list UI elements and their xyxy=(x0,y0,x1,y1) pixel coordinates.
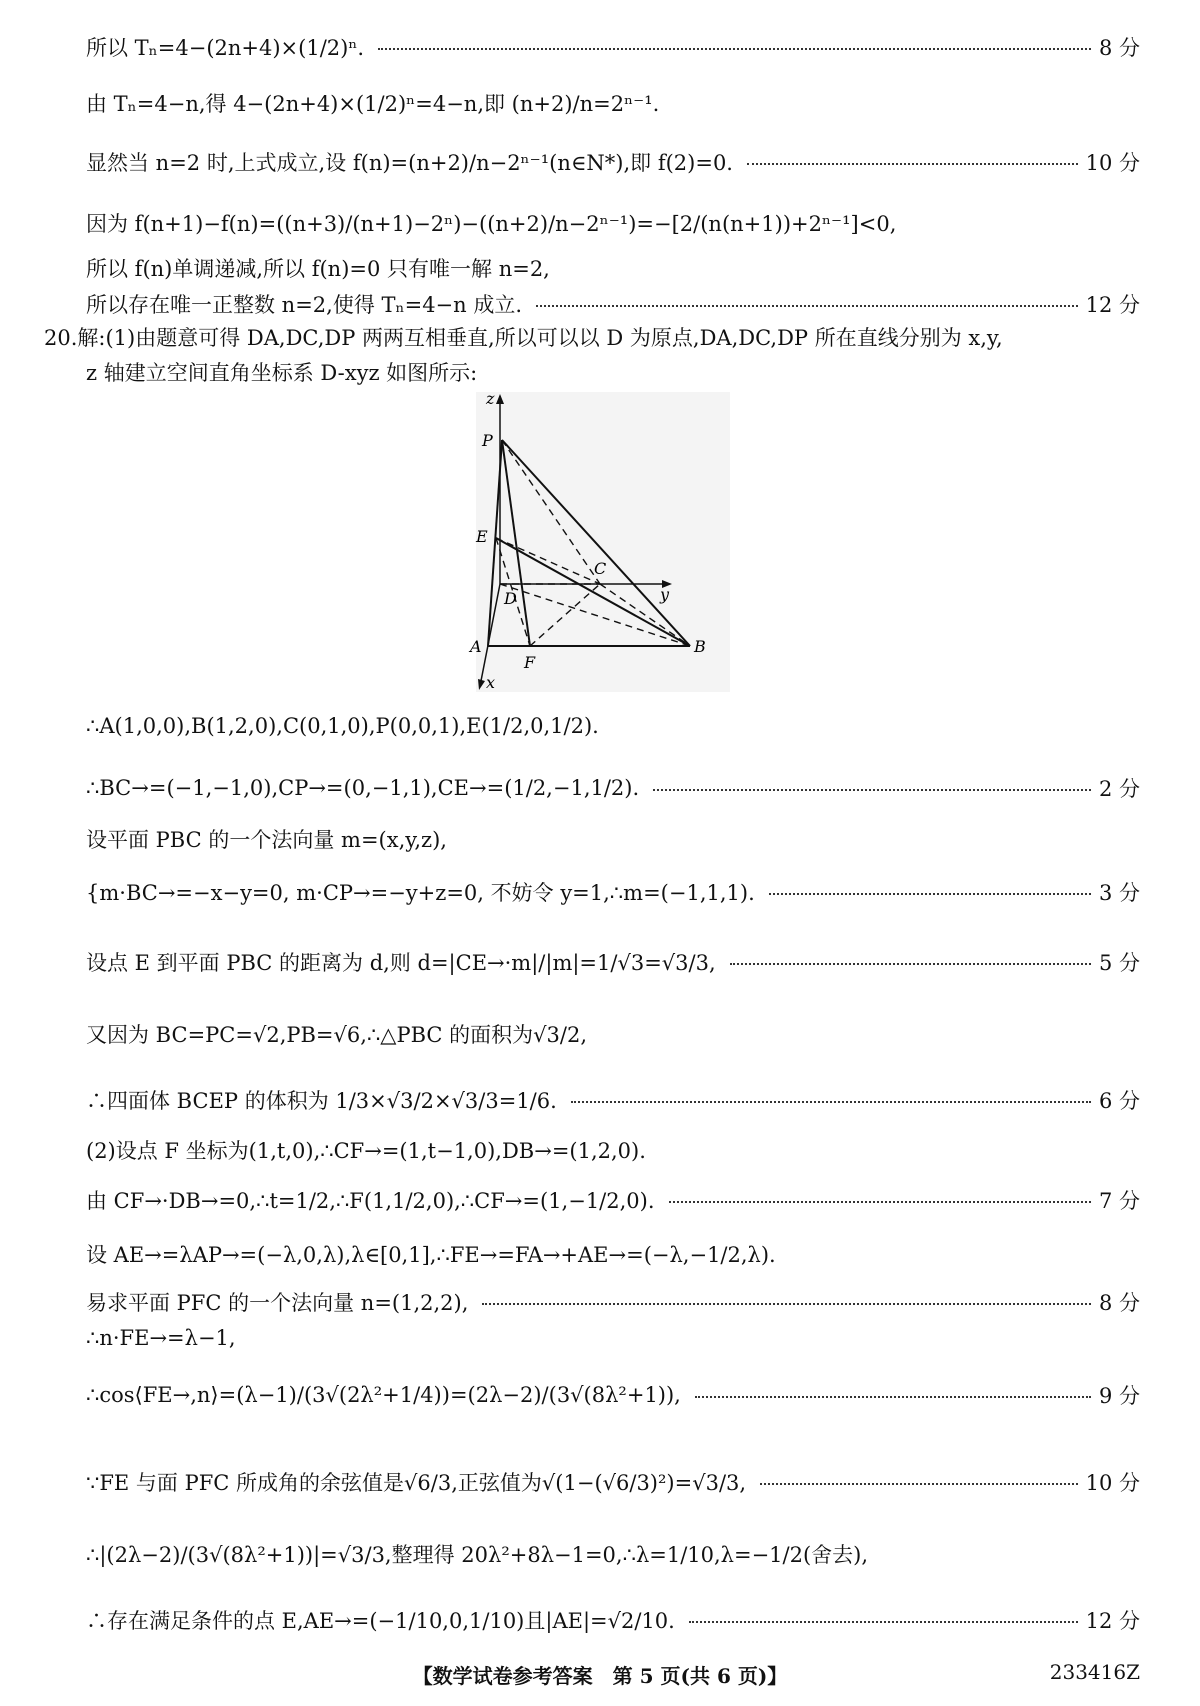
tetrahedron-figure xyxy=(468,392,730,692)
dot-leader xyxy=(378,48,1091,50)
score-label: 5 分 xyxy=(1098,951,1140,975)
answer-line: 设点 E 到平面 PBC 的距离为 d,则 d=|CE→·m|/|m|=1/√3=√3/3, 5 分 xyxy=(86,942,1140,982)
answer-line: 设平面 PBC 的一个法向量 m=(x,y,z), xyxy=(86,828,447,852)
score-label: 2 分 xyxy=(1098,777,1140,801)
label-p: P xyxy=(482,431,493,450)
score-label: 10 分 xyxy=(1085,1471,1140,1495)
score-label: 12 分 xyxy=(1085,1609,1140,1633)
score-label: 8 分 xyxy=(1098,36,1140,60)
answer-line: 所以存在唯一正整数 n=2,使得 Tₙ=4−n 成立. 12 分 xyxy=(86,284,1140,324)
label-f: F xyxy=(524,653,536,672)
answer-line: ∴A(1,0,0),B(1,2,0),C(0,1,0),P(0,0,1),E(1/2,0,1/2). xyxy=(86,714,599,738)
score-label: 10 分 xyxy=(1085,151,1140,175)
dot-leader xyxy=(760,1483,1078,1485)
question-20-heading xyxy=(44,322,1003,352)
dot-leader xyxy=(689,1621,1078,1623)
label-y: y xyxy=(660,585,670,604)
label-b: B xyxy=(694,637,706,656)
answer-line: 又因为 BC=PC=√2,PB=√6,∴△PBC 的面积为√3/2, xyxy=(86,1023,588,1047)
answer-line: {m·BC→=−x−y=0, m·CP→=−y+z=0, 不妨令 y=1,∴m=(−1,1,1). 3 分 xyxy=(86,872,1140,912)
answer-line: 设 AE→=λAP→=(−λ,0,λ),λ∈[0,1],∴FE→=FA→+AE→=(−λ,−1/2,λ). xyxy=(86,1243,776,1267)
score-label: 9 分 xyxy=(1098,1384,1140,1408)
answer-line: 由 Tₙ=4−n,得 4−(2n+4)×(1/2)ⁿ=4−n,即 (n+2)/n=2ⁿ⁻¹. xyxy=(86,92,660,116)
dot-leader xyxy=(769,893,1091,895)
answer-line: 易求平面 PFC 的一个法向量 n=(1,2,2), 8 分 xyxy=(86,1282,1140,1322)
score-label: 12 分 xyxy=(1085,293,1140,317)
answer-line: ∴存在满足条件的点 E,AE→=(−1/10,0,1/10)且|AE|=√2/10. 12 分 xyxy=(86,1600,1140,1640)
dot-leader xyxy=(536,305,1078,307)
label-c: C xyxy=(594,559,607,578)
dot-leader xyxy=(747,163,1078,165)
label-a: A xyxy=(470,637,482,656)
answer-line: 显然当 n=2 时,上式成立,设 f(n)=(n+2)/n−2ⁿ⁻¹(n∈N*),即 f(2)=0. 10 分 xyxy=(86,142,1140,182)
dot-leader xyxy=(669,1201,1091,1203)
answer-line: ∴cos⟨FE→,n⟩=(λ−1)/(3√(2λ²+1/4))=(2λ−2)/(3√(8λ²+1)), 9 分 xyxy=(86,1375,1140,1415)
score-label: 6 分 xyxy=(1098,1089,1140,1113)
dot-leader xyxy=(730,963,1091,965)
question-line-1: 解:(1)由题意可得 DA,DC,DP 两两互相垂直,所以可以以 D 为原点,DA,DC,DP 所在直线分别为 x,y, xyxy=(77,326,1003,350)
dot-leader xyxy=(695,1396,1091,1398)
footer-code: 233416Z xyxy=(1049,1660,1140,1684)
dot-leader xyxy=(482,1303,1091,1305)
score-label: 7 分 xyxy=(1098,1189,1140,1213)
page-footer xyxy=(0,1660,1200,1690)
dot-leader xyxy=(653,789,1091,791)
answer-line: 由 CF→·DB→=0,∴t=1/2,∴F(1,1/2,0),∴CF→=(1,−1/2,0). 7 分 xyxy=(86,1180,1140,1220)
label-e: E xyxy=(476,527,488,546)
dot-leader xyxy=(571,1101,1091,1103)
footer-title: 【数学试卷参考答案 第 5 页(共 6 页)】 xyxy=(412,1664,788,1688)
score-label: 8 分 xyxy=(1098,1291,1140,1315)
answer-line: ∵FE 与面 PFC 所成角的余弦值是√6/3,正弦值为√(1−(√6/3)²)=√3/3, 10 分 xyxy=(86,1462,1140,1502)
score-label: 3 分 xyxy=(1098,881,1140,905)
answer-line: (2)设点 F 坐标为(1,t,0),∴CF→=(1,t−1,0),DB→=(1,2,0). xyxy=(86,1139,646,1163)
answer-line: 所以 f(n)单调递减,所以 f(n)=0 只有唯一解 n=2, xyxy=(86,257,550,281)
answer-line: 所以 Tₙ=4−(2n+4)×(1/2)ⁿ. 8 分 xyxy=(86,27,1140,67)
answer-line: z 轴建立空间直角坐标系 D-xyz 如图所示: xyxy=(86,361,478,385)
question-number: 20. xyxy=(44,326,78,350)
label-d: D xyxy=(504,589,517,608)
answer-line: ∴BC→=(−1,−1,0),CP→=(0,−1,1),CE→=(1/2,−1,1/2). 2 分 xyxy=(86,768,1140,808)
answer-line: ∴四面体 BCEP 的体积为 1/3×√3/2×√3/3=1/6. 6 分 xyxy=(86,1080,1140,1120)
answer-line: ∴|(2λ−2)/(3√(8λ²+1))|=√3/3,整理得 20λ²+8λ−1=0,∴λ=1/10,λ=−1/2(舍去), xyxy=(86,1543,869,1567)
answer-line: 因为 f(n+1)−f(n)=((n+3)/(n+1)−2ⁿ)−((n+2)/n−2ⁿ⁻¹)=−[2/(n(n+1))+2ⁿ⁻¹]<0, xyxy=(86,212,897,236)
label-x: x xyxy=(486,673,496,692)
label-z: z xyxy=(486,392,495,408)
answer-line: ∴n·FE→=λ−1, xyxy=(86,1326,236,1350)
